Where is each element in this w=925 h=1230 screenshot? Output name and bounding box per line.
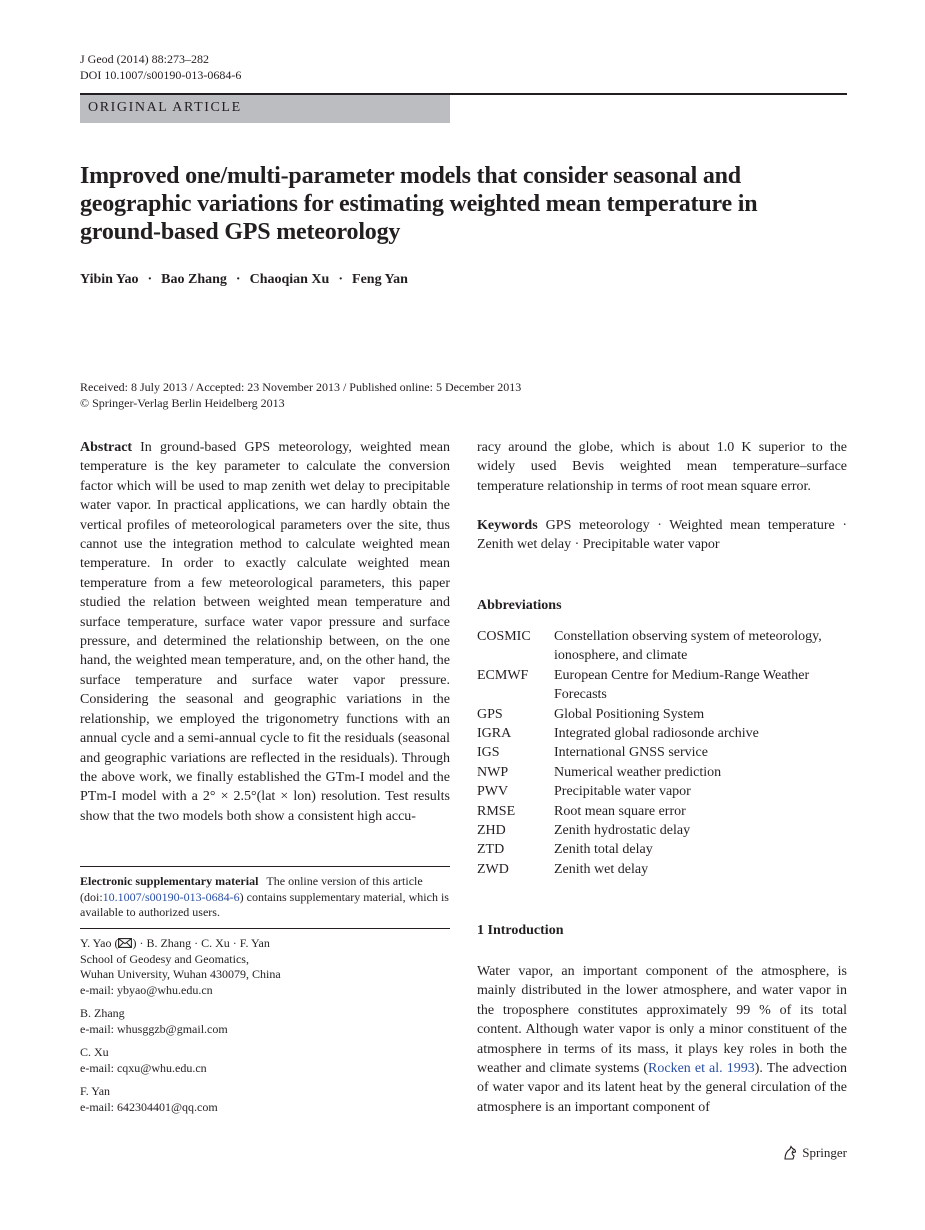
abbreviation-row <box>477 705 847 724</box>
keywords-text: GPS meteorology · Weighted mean temperature · Zenith wet delay · Precipitable water vapor <box>477 518 847 553</box>
esm-text-a: The online version of this article (doi: <box>80 874 423 904</box>
abbreviation-definition: European Centre for Medium-Range Weather Forecasts <box>554 667 810 703</box>
abbreviation-term: IGRA <box>477 726 512 742</box>
abbreviation-row <box>477 782 847 801</box>
contact-email: e-mail: whusggzb@gmail.com <box>80 1021 228 1036</box>
abbreviation-row <box>477 724 847 743</box>
intro-text-a: Water vapor, an important component of the atmosphere, is mainly distributed in the lower atmosphere, and water vapor in the troposphere constitutes approximately 99 % of its total content. Although water vapor is only a minor constituent of the atmosphere in terms of its mass, it plays key roles in both the weather and climate systems ( <box>477 964 847 1077</box>
abbreviation-definition: Zenith hydrostatic delay <box>554 823 691 839</box>
abstract-continuation: racy around the globe, which is about 1.0 K superior to the widely used Bevis weighted mean temperature–surface temperature relationship in terms of root mean square error. <box>477 440 847 494</box>
abbreviation-definition: Constellation observing system of meteorology, ionosphere, and climate <box>554 629 822 664</box>
abbreviation-term: NWP <box>477 764 509 780</box>
footnote-rule <box>80 866 450 867</box>
abbreviation-row <box>477 627 847 666</box>
abbreviation-row <box>477 821 847 840</box>
abbreviation-term: ZTD <box>477 842 505 858</box>
abbreviations-list <box>477 627 847 879</box>
abbreviation-definition: Numerical weather prediction <box>554 764 722 780</box>
citation-link[interactable]: Rocken et al. 1993 <box>648 1061 755 1077</box>
abbreviation-term: ZHD <box>477 823 506 839</box>
author-line-a: Y. Yao ( <box>80 936 119 950</box>
abbreviation-definition: Zenith wet delay <box>554 861 649 877</box>
contact-xu <box>80 1045 450 1076</box>
paper-title: Improved one/multi-parameter models that consider seasonal and geographic variations for estimating weighted mean temperature in ground-based GPS meteorology <box>80 163 758 245</box>
section-heading-introduction: 1 Introduction <box>477 923 564 938</box>
abbreviations-heading: Abbreviations <box>477 598 562 613</box>
keywords-label: Keywords <box>477 518 538 533</box>
esm-doi-link[interactable]: 10.1007/s00190-013-0684-6 <box>102 889 240 904</box>
abbreviation-term: ECMWF <box>477 667 529 683</box>
copyright-line: © Springer-Verlag Berlin Heidelberg 2013 <box>80 396 285 410</box>
contact-email: e-mail: cqxu@whu.edu.cn <box>80 1060 207 1075</box>
abbreviation-term: PWV <box>477 784 509 800</box>
abbreviation-term: ZWD <box>477 861 509 877</box>
journal-citation: J Geod (2014) 88:273–282 <box>80 52 209 66</box>
abbreviation-definition: Integrated global radiosonde archive <box>554 726 759 742</box>
contact-name: C. Xu <box>80 1045 109 1059</box>
abbreviation-row <box>477 666 847 705</box>
abstract <box>80 438 450 826</box>
supplementary-note <box>80 874 450 921</box>
contact-yan <box>80 1084 450 1115</box>
author-line-b: ) · B. Zhang · C. Xu · F. Yan <box>132 936 270 950</box>
abbreviation-row <box>477 802 847 821</box>
author-name: Chaoqian Xu <box>249 272 330 287</box>
affiliation-rule <box>80 928 450 929</box>
abstract-text: In ground-based GPS meteorology, weighted mean temperature is the key parameter to calculate the conversion factor which will be used to map zenith wet delay to precipitable water vapor. In practical applications, we can hardly obtain the vertical profiles of meteorological parameters over the site, thus cannot use the integration method to calculate weighted mean temperature. In order to exactly calculate weighted mean temperature from a few meteorological parameters, this paper studied the relation between weighted mean temperature and surface temperature, surface water vapor pressure and surface pressure, and determined the relationship between, on the one hand, the weighted mean temperature, and, on the other hand, the surface temperature and surface water vapor pressure. Considering the seasonal and geographic variations in the relationship, we employed the trigonometry functions with an annual cycle and a semi-annual cycle to fit the residuals (seasonal and geographic variations are reflected in the residuals). Through the above work, we finally established the GTm-I model and the PTm-I model with a 2° × 2.5°(lat × lon) resolution. Test results show that the two models both show a consistent high accu- <box>80 440 450 824</box>
envelope-icon <box>118 938 132 948</box>
abbreviation-term: IGS <box>477 745 500 761</box>
abbreviation-definition: Precipitable water vapor <box>554 784 691 800</box>
dates-line: Received: 8 July 2013 / Accepted: 23 November 2013 / Published online: 5 December 2013 <box>80 380 522 394</box>
keywords <box>477 516 847 555</box>
author-email: e-mail: ybyao@whu.edu.cn <box>80 982 213 997</box>
contact-zhang <box>80 1006 450 1037</box>
abbreviation-term: GPS <box>477 706 503 722</box>
author-name: Bao Zhang <box>161 272 227 287</box>
abbreviation-definition: Global Positioning System <box>554 706 705 722</box>
esm-text-b: ) contains supplementary material, which is available to authorized users. <box>80 889 449 920</box>
abbreviation-term: RMSE <box>477 803 516 819</box>
esm-label: Electronic supplementary material <box>80 874 259 888</box>
abstract-label: Abstract <box>80 440 133 455</box>
contact-name: B. Zhang <box>80 1006 125 1020</box>
author-line <box>80 936 450 952</box>
article-type-badge <box>80 95 450 123</box>
article-doi: DOI 10.1007/s00190-013-0684-6 <box>80 68 242 82</box>
affiliation-line: School of Geodesy and Geomatics, <box>80 951 249 966</box>
abbreviation-definition: International GNSS service <box>554 745 708 761</box>
article-type-label: ORIGINAL ARTICLE <box>88 100 242 115</box>
abbreviation-row <box>477 763 847 782</box>
springer-horse-icon <box>782 1145 798 1161</box>
author-name: Yibin Yao <box>80 272 139 287</box>
abbreviation-definition: Root mean square error <box>554 803 686 819</box>
publication-dates <box>80 379 521 411</box>
author-list: Yibin Yao · Bao Zhang · Chaoqian Xu · Feng Yan <box>80 272 408 287</box>
author-name: Feng Yan <box>352 272 408 287</box>
affiliation-line: Wuhan University, Wuhan 430079, China <box>80 967 281 982</box>
corresponding-affiliation <box>80 936 450 998</box>
contact-email: e-mail: 642304401@qq.com <box>80 1099 218 1114</box>
introduction-text <box>477 962 847 1117</box>
abbreviation-row <box>477 860 847 879</box>
abbreviation-row <box>477 743 847 762</box>
abbreviation-row <box>477 840 847 859</box>
intro-text-b: ). The advection of water vapor and its latent heat by the general circulation of the atmosphere is an important component of <box>477 1061 847 1115</box>
publisher-name: Springer <box>802 1145 847 1160</box>
abbreviation-term: COSMIC <box>477 629 531 644</box>
publisher-logo <box>782 1145 847 1161</box>
contact-name: F. Yan <box>80 1084 111 1098</box>
abbreviation-definition: Zenith total delay <box>554 842 653 858</box>
